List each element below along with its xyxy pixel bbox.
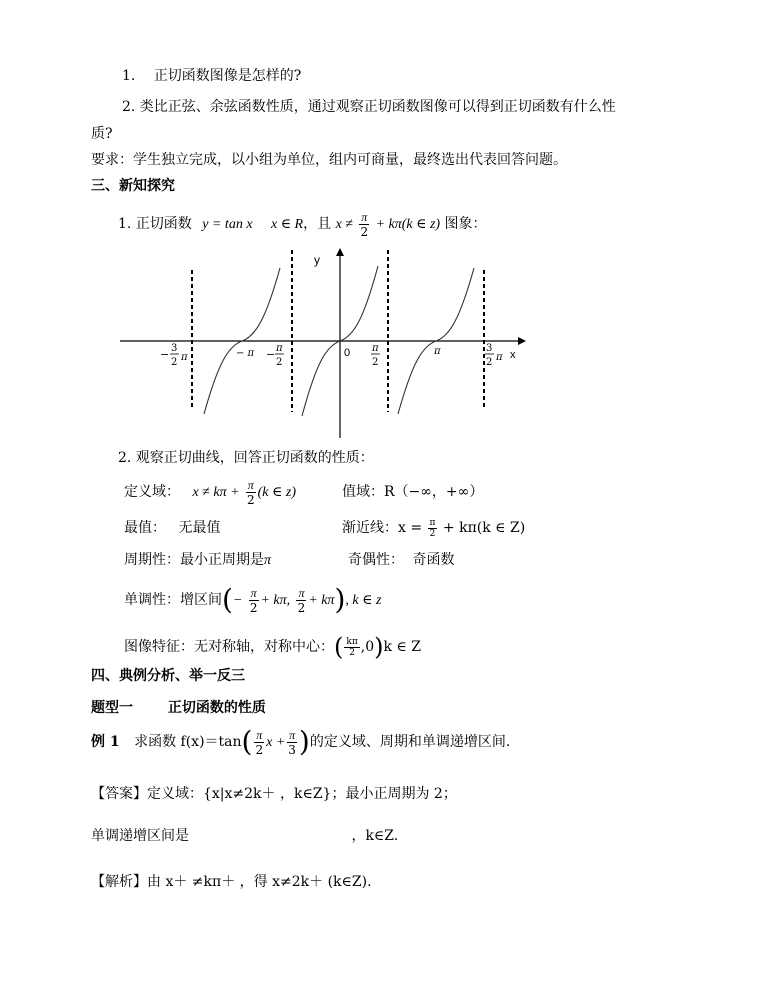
answer-row	[91, 784, 457, 804]
example-1-x: x +	[266, 735, 286, 750]
example-1-row	[91, 722, 510, 763]
question-1-text: 正切函数图像是怎样的?	[153, 68, 302, 84]
question-1-number: 1.	[122, 68, 136, 84]
item-1-fraction-num: π	[361, 209, 368, 224]
mono-minus: −	[232, 593, 243, 608]
example-1-text-a: 求函数 f(x)＝tan	[134, 734, 242, 750]
tick-neg-3half-pi-minus: −	[160, 348, 170, 361]
tick-neg-3half-pi-pi: π	[181, 352, 188, 363]
example-1-fraction-1-den: 2	[255, 742, 264, 757]
example-1-fraction-1-num: π	[256, 727, 263, 742]
y-axis-label: y	[314, 253, 320, 267]
feature-paren-right: )	[374, 633, 384, 661]
parity-row	[348, 550, 454, 570]
mono-expr-d: , k ∈ z	[345, 593, 382, 608]
tick-neg-half-pi-den: 2	[276, 357, 283, 368]
answer-line-2	[91, 826, 398, 846]
item-1-fraction-den: 2	[360, 224, 369, 239]
item-2-line: 2. 观察正切曲线，回答正切函数的性质：	[118, 450, 374, 466]
mono-paren-right: )	[334, 583, 346, 616]
feature-paren-left: (	[334, 633, 344, 661]
parity-value: 奇函数	[412, 552, 455, 568]
mono-fraction-2-den: 2	[297, 600, 306, 615]
asymptote-row	[342, 514, 525, 542]
feature-fraction-num: kπ	[346, 636, 358, 647]
section-4-heading: 四、典例分析、举一反三	[91, 668, 245, 684]
feature-zero: ,0	[360, 639, 375, 655]
range-text: 值域：R（−∞，+∞）	[342, 484, 484, 500]
tick-half-pi-den: 2	[372, 357, 379, 368]
tick-neg-3half-pi-den: 2	[171, 357, 178, 368]
period-value: π	[264, 553, 272, 568]
mono-expr-b: + kπ,	[260, 593, 291, 608]
answer-label: 【答案】	[91, 786, 147, 802]
domain-expr-a: x ≠ kπ +	[192, 485, 240, 500]
tangent-graph	[118, 246, 528, 442]
asymptote-expr-a: x =	[398, 520, 423, 536]
x-axis-arrow-icon	[518, 337, 526, 345]
example-1-text-b: 的定义域、周期和单调递增区间.	[309, 734, 511, 750]
tick-3half-pi-den: 2	[486, 357, 493, 368]
mono-fraction-1-num: π	[250, 585, 257, 600]
feature-fraction	[344, 637, 359, 658]
asymptote-label: 渐近线：	[342, 520, 398, 536]
tick-neg-half-pi-num: π	[276, 343, 283, 354]
mono-expr-c: + kπ	[308, 593, 335, 608]
analysis-row	[91, 872, 372, 892]
question-2-line-1: 2. 类比正弦、余弦函数性质，通过观察正切函数图像可以得到正切函数有什么性	[122, 99, 616, 115]
example-1-label: 例 1	[91, 734, 120, 750]
item-1-fraction	[358, 210, 370, 239]
feature-row	[124, 632, 421, 662]
tick-neg-pi: − π	[236, 348, 255, 359]
answer-text: 定义域：{x|x≠2k＋ ，k∈Z}；最小正周期为 2；	[147, 786, 457, 802]
example-1-fraction-1	[253, 728, 265, 757]
mono-fraction-1	[248, 586, 260, 615]
requirement-text: 要求：学生独立完成，以小组为单位，组内可商量，最终选出代表回答问题。	[91, 152, 567, 168]
mono-fraction-2	[296, 586, 308, 615]
domain-row	[124, 474, 296, 511]
extreme-value: 无最值	[178, 520, 221, 536]
mono-fraction-2-num: π	[298, 585, 305, 600]
domain-label: 定义域：	[124, 484, 180, 500]
domain-fraction-den: 2	[246, 492, 255, 507]
parity-label: 奇偶性：	[348, 552, 404, 568]
example-1-fraction-2	[286, 728, 298, 757]
item-1-cond-a: x ≠	[335, 217, 353, 232]
domain-expr-b: (k ∈ z)	[257, 485, 296, 500]
answer-line-2-a: 单调递增区间是	[91, 828, 189, 844]
tick-3half-pi-num: 3	[486, 343, 493, 354]
item-1-mid: ，且	[303, 216, 332, 232]
item-1-suffix: 图象：	[444, 216, 487, 232]
question-1	[122, 66, 301, 86]
asymptote-fraction	[428, 518, 438, 539]
example-1-paren-right: )	[298, 725, 310, 758]
asymptote-fraction-den: 2	[429, 528, 436, 539]
item-1-cond-c: (k ∈ z)	[401, 217, 441, 232]
period-row	[124, 550, 271, 571]
item-1-function: y = tan x	[202, 217, 253, 232]
problem-type-row	[91, 698, 266, 718]
item-1-line	[118, 204, 487, 245]
tick-3half-pi-pi: π	[496, 352, 503, 363]
feature-fraction-den: 2	[349, 647, 355, 658]
question-2-line-2: 质?	[91, 126, 113, 142]
asymptote-fraction-num: π	[429, 517, 436, 528]
feature-k: k ∈ Z	[383, 639, 421, 655]
section-3-heading: 三、新知探究	[91, 178, 175, 194]
extreme-label: 最值：	[124, 520, 166, 536]
y-axis-arrow-icon	[336, 248, 344, 256]
tick-pi: π	[434, 346, 441, 357]
x-axis-label: x	[510, 349, 516, 361]
example-1-fraction-2-den: 3	[288, 742, 296, 757]
item-1-cond-b: + kπ	[375, 217, 402, 232]
asymptote-expr-b: + kπ(k ∈ Z)	[442, 520, 526, 536]
mono-paren-left: (	[222, 583, 233, 616]
answer-line-2-b: ，k∈Z.	[351, 828, 399, 844]
tick-neg-half-pi-minus: −	[266, 348, 276, 361]
mono-fraction-1-den: 2	[249, 600, 258, 615]
extreme-row	[124, 518, 220, 538]
period-label: 周期性：最小正周期是	[124, 552, 264, 568]
mono-label: 单调性：增区间	[124, 592, 222, 608]
tick-half-pi-num: π	[372, 343, 379, 354]
feature-label: 图像特征：无对称轴，对称中心：	[124, 639, 334, 655]
monotonicity-row	[124, 580, 381, 621]
example-1-paren-left: (	[241, 725, 253, 758]
item-1-domain: x ∈ R	[270, 217, 304, 232]
analysis-label: 【解析】	[91, 874, 147, 890]
example-1-fraction-2-num: π	[289, 727, 296, 742]
origin-label: 0	[344, 347, 351, 359]
domain-fraction-num: π	[247, 477, 254, 492]
problem-type-label: 题型一	[91, 700, 133, 716]
domain-fraction	[245, 478, 257, 507]
problem-type-title: 正切函数的性质	[167, 700, 266, 716]
tick-neg-3half-pi-num: 3	[171, 343, 178, 354]
analysis-text: 由 x＋ ≠kπ＋ ，得 x≠2k＋ (k∈Z).	[147, 874, 372, 890]
item-1-prefix: 1. 正切函数	[118, 216, 192, 232]
